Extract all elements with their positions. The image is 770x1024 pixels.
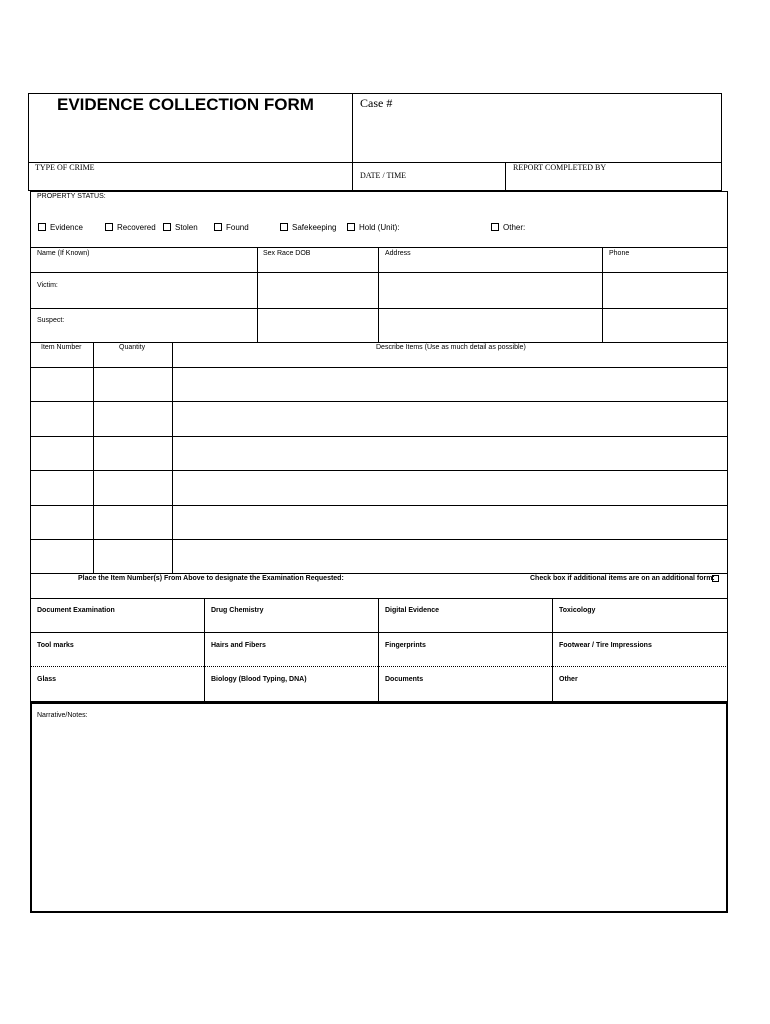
col-line: [552, 598, 553, 702]
narrative-notes-box[interactable]: [30, 702, 728, 913]
header-row-divider: [28, 162, 722, 163]
row-line: [30, 436, 728, 437]
checkbox-icon: [347, 223, 355, 231]
row-line: [30, 573, 728, 574]
row-line: [30, 308, 728, 309]
row-line: [30, 401, 728, 402]
exam-biology[interactable]: Biology (Blood Typing, DNA): [211, 676, 307, 683]
exam-fingerprints[interactable]: Fingerprints: [385, 642, 426, 649]
exam-tool-marks[interactable]: Tool marks: [37, 642, 74, 649]
status-hold-checkbox[interactable]: Hold (Unit):: [347, 223, 399, 232]
checkbox-icon: [491, 223, 499, 231]
exam-other[interactable]: Other: [559, 676, 578, 683]
checkbox-icon: [38, 223, 46, 231]
form-title: EVIDENCE COLLECTION FORM: [57, 95, 314, 114]
col-line: [172, 342, 173, 573]
row-line: [30, 632, 728, 633]
persons-header-name: Name (If Known): [37, 250, 90, 257]
property-status-label: PROPERTY STATUS:: [37, 193, 106, 200]
exam-drug-chemistry[interactable]: Drug Chemistry: [211, 607, 264, 614]
persons-header-phone: Phone: [609, 250, 630, 257]
row-line: [30, 342, 728, 343]
status-evidence-checkbox[interactable]: Evidence: [38, 223, 83, 232]
status-safekeeping-checkbox[interactable]: Safekeeping: [280, 223, 336, 232]
items-header-quantity: Quantity: [119, 344, 146, 351]
case-number-field[interactable]: Case #: [360, 96, 393, 110]
main-form-box: [30, 191, 728, 702]
row-line: [30, 505, 728, 506]
persons-header-sex-race-dob: Sex Race DOB: [263, 250, 311, 257]
row-line: [30, 272, 728, 273]
items-header-description: Describe Items (Use as much detail as possible): [376, 344, 526, 351]
header-divider: [352, 93, 353, 191]
exam-document-examination[interactable]: Document Examination: [37, 607, 115, 614]
col-line: [93, 342, 94, 573]
suspect-row-label[interactable]: Suspect:: [37, 317, 65, 324]
additional-form-checkbox[interactable]: [712, 575, 719, 582]
col-line: [257, 247, 258, 342]
exam-glass[interactable]: Glass: [37, 676, 57, 683]
victim-row-label[interactable]: Victim:: [37, 282, 58, 289]
exam-hairs-and-fibers[interactable]: Hairs and Fibers: [211, 642, 266, 649]
row-line: [30, 247, 728, 248]
status-other-checkbox[interactable]: Other:: [491, 223, 525, 232]
header-divider-2: [505, 162, 506, 191]
col-line: [204, 598, 205, 702]
checkbox-icon: [280, 223, 288, 231]
row-line: [30, 470, 728, 471]
row-line-dotted: [30, 666, 728, 667]
col-line: [602, 247, 603, 342]
checkbox-icon: [214, 223, 222, 231]
exam-documents[interactable]: Documents: [385, 676, 424, 683]
persons-header-address: Address: [385, 250, 411, 257]
date-time-field[interactable]: DATE / TIME: [360, 171, 407, 180]
col-line: [378, 598, 379, 702]
status-found-checkbox[interactable]: Found: [214, 223, 249, 232]
col-line: [378, 247, 379, 342]
checkbox-icon: [105, 223, 113, 231]
row-line: [30, 539, 728, 540]
status-recovered-checkbox[interactable]: Recovered: [105, 223, 156, 232]
row-line: [30, 598, 728, 599]
checkbox-icon: [163, 223, 171, 231]
narrative-notes-label: Narrative/Notes:: [37, 712, 88, 719]
exam-toxicology[interactable]: Toxicology: [559, 607, 596, 614]
additional-form-note: Check box if additional items are on an additional form:: [530, 575, 715, 582]
exam-footwear-tire[interactable]: Footwear / Tire Impressions: [559, 642, 652, 649]
exam-digital-evidence[interactable]: Digital Evidence: [385, 607, 440, 614]
items-header-item-number: Item Number: [41, 344, 82, 351]
row-line: [30, 367, 728, 368]
report-completed-by-field[interactable]: REPORT COMPLETED BY: [513, 163, 607, 172]
type-of-crime-field[interactable]: TYPE OF CRIME: [35, 163, 95, 172]
status-stolen-checkbox[interactable]: Stolen: [163, 223, 198, 232]
exam-instruction: Place the Item Number(s) From Above to designate the Examination Requested:: [78, 575, 344, 582]
